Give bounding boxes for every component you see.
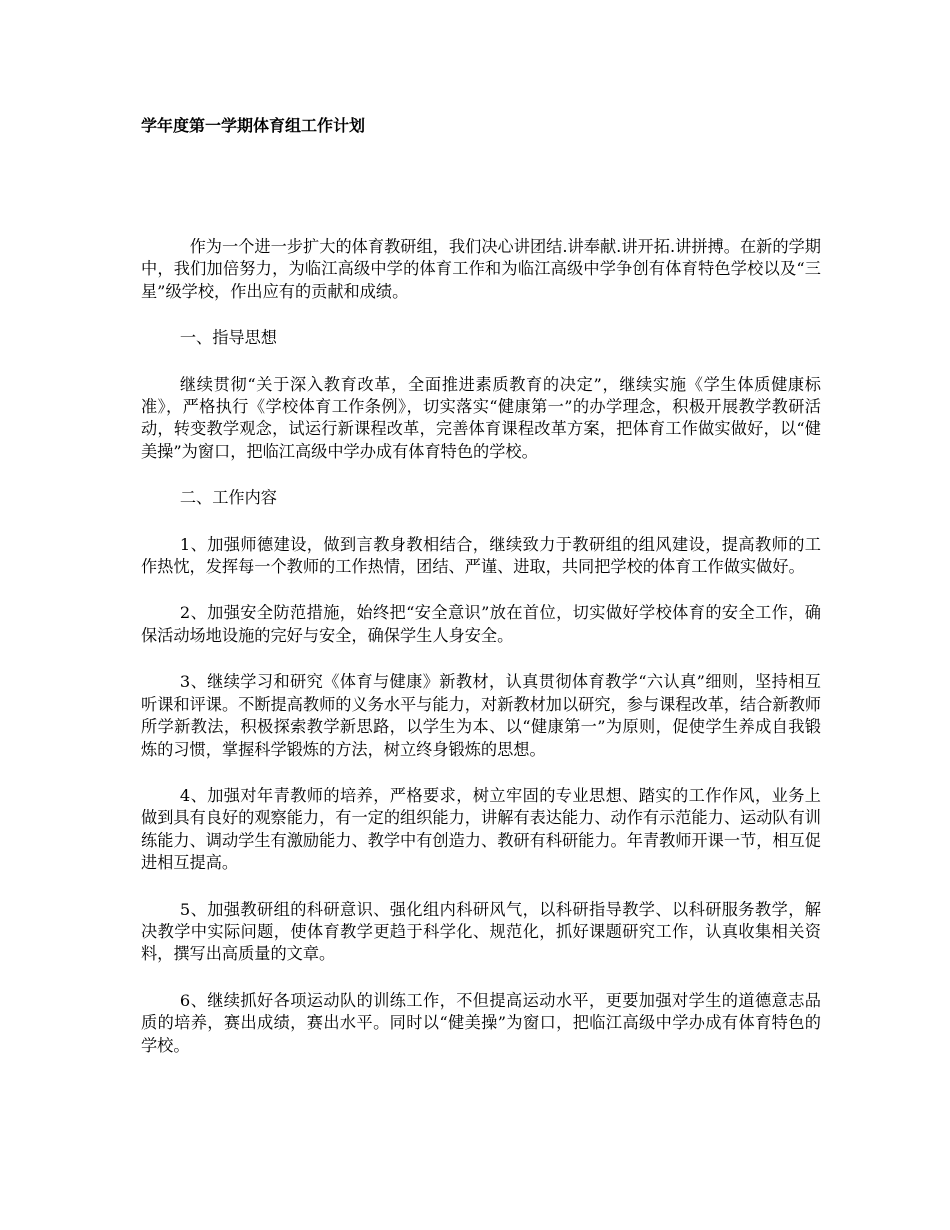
document-title: 学年度第一学期体育组工作计划 [141,116,366,135]
work-item-2: 2、加强安全防范措施，始终把“安全意识”放在首位，切实做好学校体育的安全工作，确保活动场地设施的完好与安全，确保学生人身安全。 [141,603,821,645]
guiding-ideology-paragraph: 继续贯彻“关于深入教育改革，全面推进素质教育的决定”，继续实施《学生体质健康标准》，严格执行《学校体育工作条例》，切实落实“健康第一”的办学理念，积极开展教学教研活动，转变教学观念，试运行新课程改革，完善体育课程改革方案，把体育工作做实做好，以“健美操”为窗口，把临江高级中学办成有体育特色的学校。 [141,374,821,461]
work-item-6: 6、继续抓好各项运动队的训练工作，不但提高运动水平，更要加强对学生的道德意志品质的培养，赛出成绩，赛出水平。同时以“健美操”为窗口，把临江高级中学办成有体育特色的学校。 [141,990,821,1055]
work-item-5: 5、加强教研组的科研意识、强化组内科研风气，以科研指导教学、以科研服务教学，解决教学中实际问题，使体育教学更趋于科学化、规范化，抓好课题研究工作，认真收集相关资料，撰写出高质量的文章。 [141,899,821,964]
work-item-1: 1、加强师德建设，做到言教身教相结合，继续致力于教研组的组风建设，提高教师的工作热忱，发挥每一个教师的工作热情，团结、严谨、进取，共同把学校的体育工作做实做好。 [141,534,821,577]
intro-paragraph: 作为一个进一步扩大的体育教研组，我们决心讲团结.讲奉献.讲开拓.讲拼搏。在新的学期中，我们加倍努力，为临江高级中学的体育工作和为临江高级中学争创有体育特色学校以及“三星”级学校，作出应有的贡献和成绩。 [141,237,821,301]
work-item-4: 4、加强对年青教师的培养，严格要求，树立牢固的专业思想、踏实的工作作风，业务上做到具有良好的观察能力，有一定的组织能力，讲解有表达能力、动作有示范能力、运动队有训练能力、调动学生有激励能力、教学中有创造力、教研有科研能力。年青教师开课一节，相互促进相互提高。 [141,785,821,873]
section-heading-guiding-ideology: 一、指导思想 [179,328,277,348]
document-body [141,236,821,1081]
work-item-3: 3、继续学习和研究《体育与健康》新教材，认真贯彻体育教学“六认真”细则，坚持相互听课和评课。不断提高教师的义务水平与能力，对新教材加以研究，参与课程改革，结合新教师所学新教法，积极探索教学新思路，以学生为本、以“健康第一”为原则，促使学生养成自我锻炼的习惯，掌握科学锻炼的方法，树立终身锻炼的思想。 [141,672,821,759]
section-heading-work-content: 二、工作内容 [179,488,277,508]
